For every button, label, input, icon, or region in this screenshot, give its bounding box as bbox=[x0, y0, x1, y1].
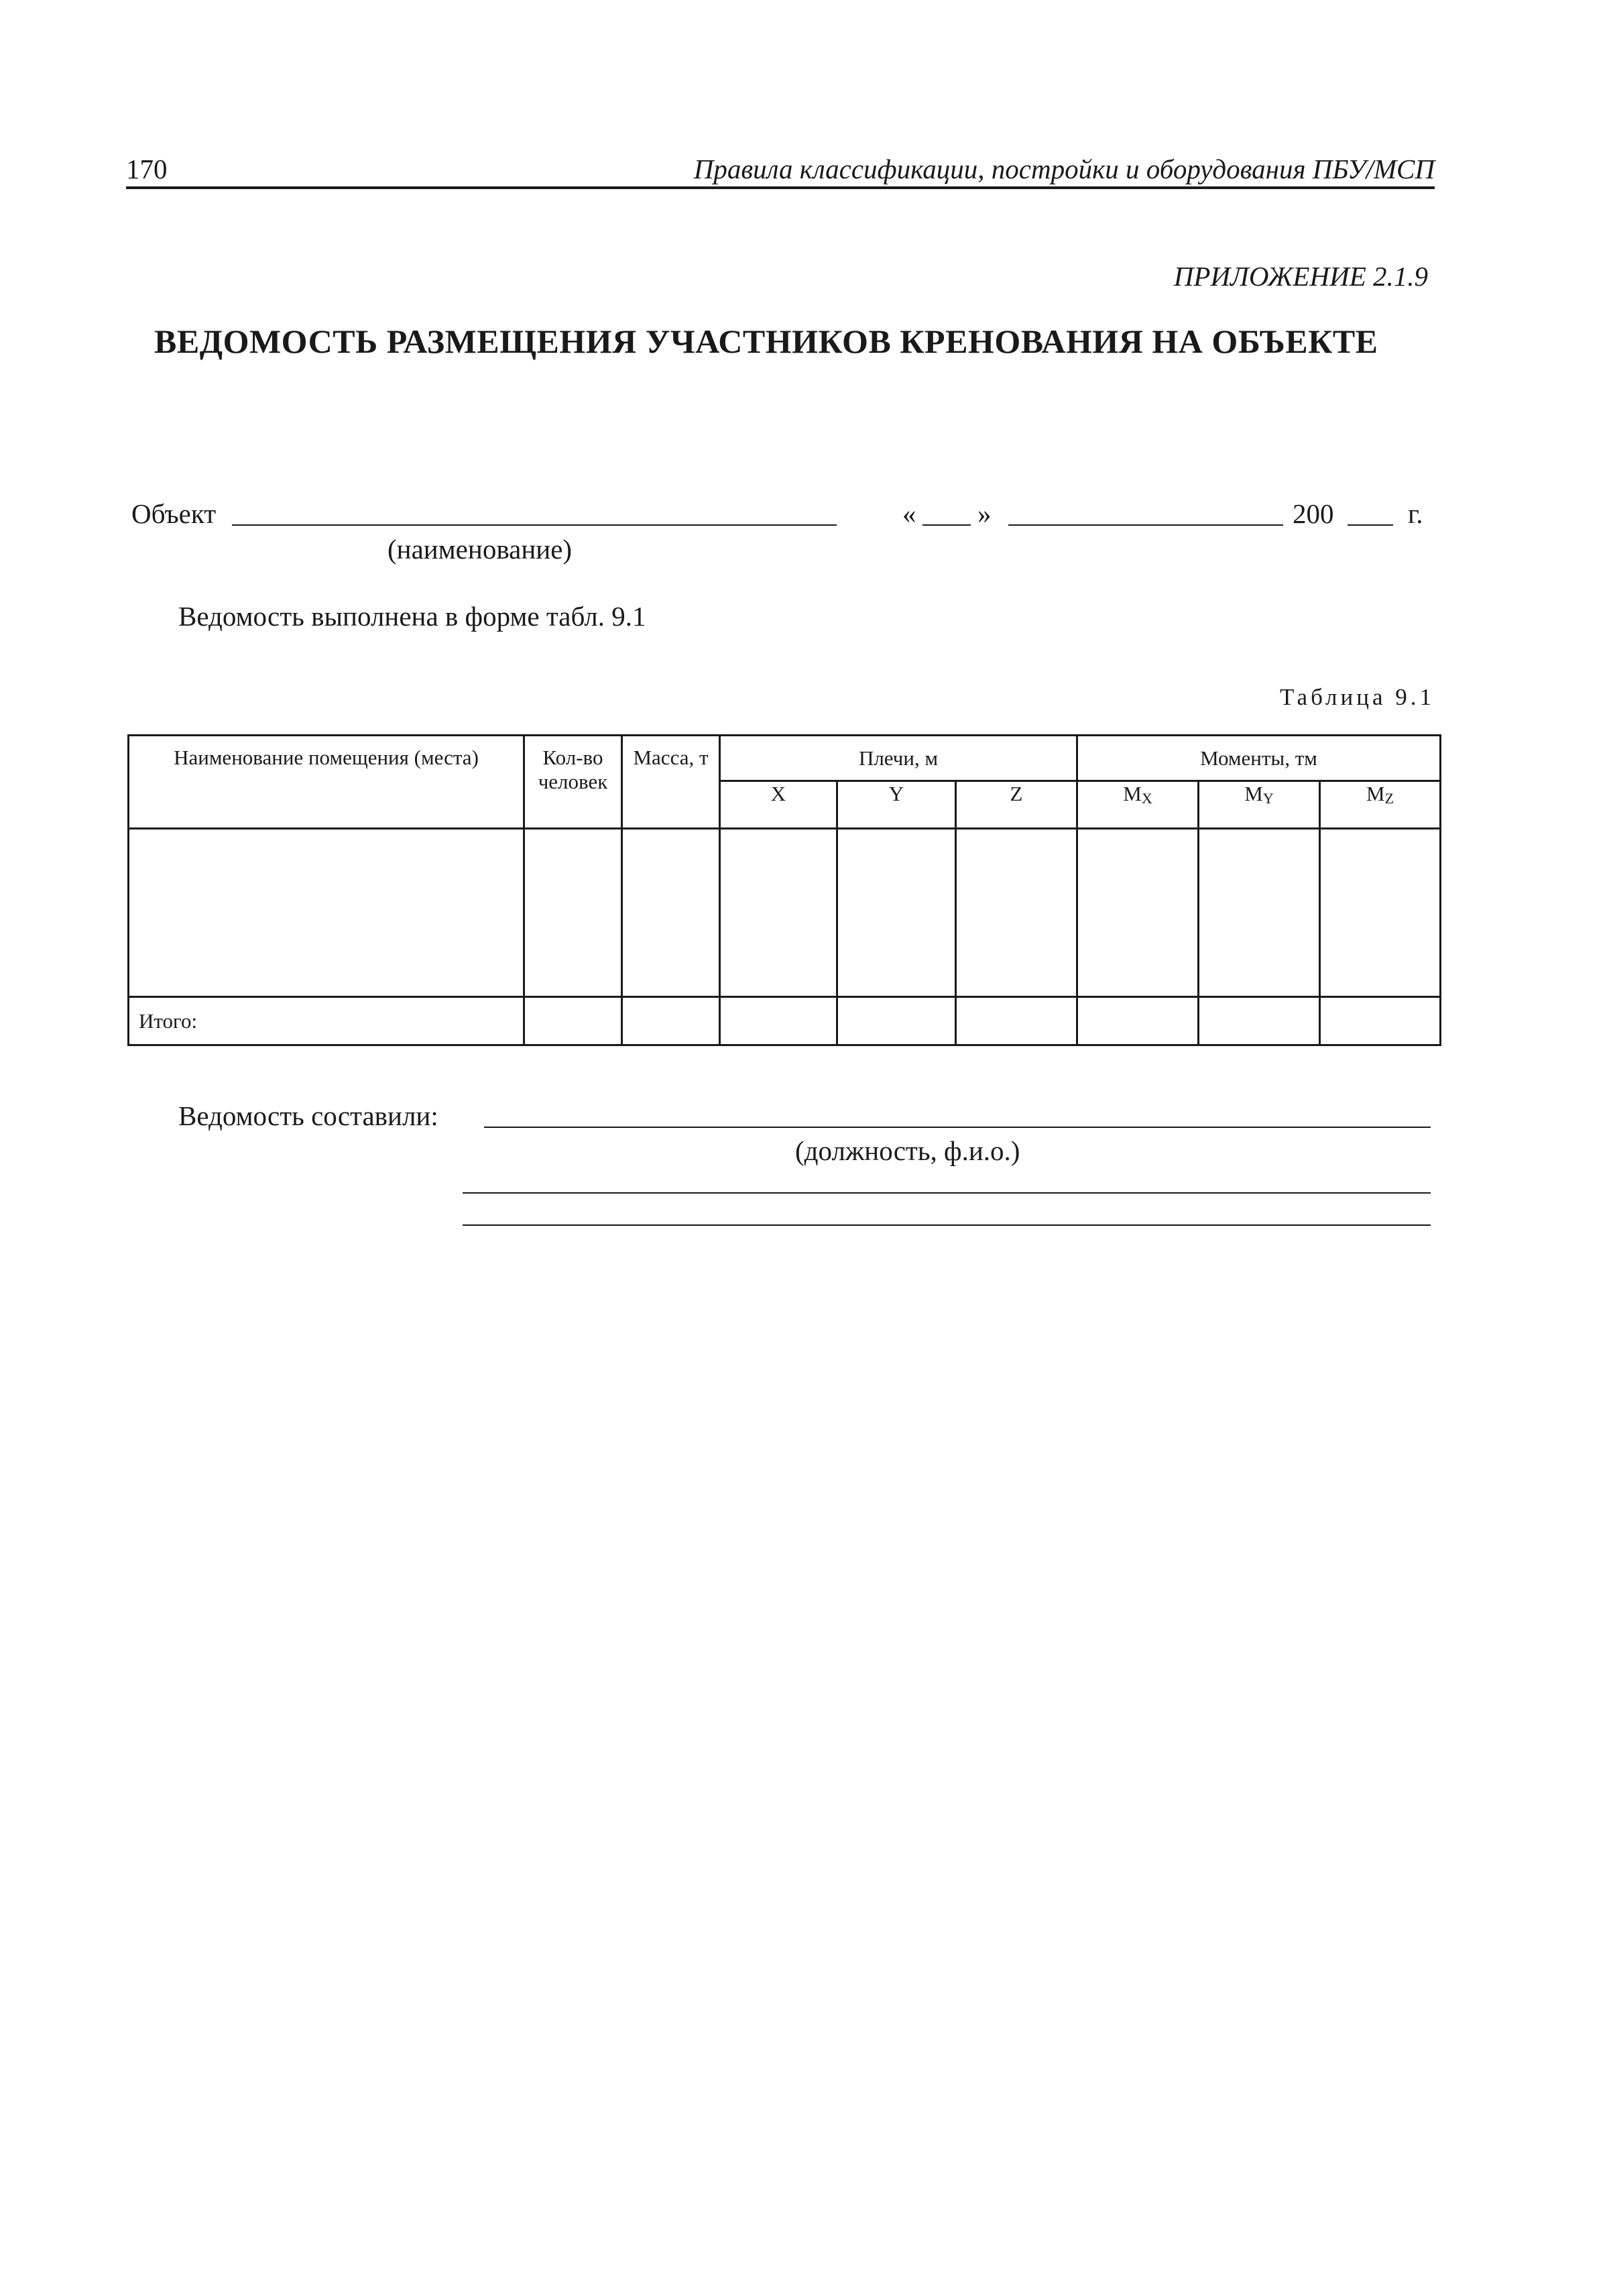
col-header-name: Наименование помещения (места) bbox=[129, 736, 524, 829]
col-header-mz bbox=[1320, 781, 1441, 829]
col-header-mx bbox=[1077, 781, 1199, 829]
page-number: 170 bbox=[126, 154, 168, 184]
body-cell-count bbox=[524, 829, 622, 997]
body-cell-name bbox=[129, 829, 524, 997]
table-row bbox=[129, 829, 1441, 997]
date-month-blank bbox=[1008, 524, 1283, 526]
total-cell-mx bbox=[1077, 997, 1199, 1045]
signature-blank-1 bbox=[484, 1127, 1431, 1128]
mz-subscript: Z bbox=[1384, 790, 1394, 807]
signature-blank-2 bbox=[463, 1192, 1431, 1194]
total-label: Итого: bbox=[129, 997, 524, 1045]
total-cell-mz bbox=[1320, 997, 1441, 1045]
my-symbol: M bbox=[1244, 782, 1263, 805]
running-header bbox=[126, 146, 1435, 189]
body-cell-y bbox=[837, 829, 956, 997]
col-header-count: Кол-во человек bbox=[524, 736, 622, 829]
total-cell-my bbox=[1199, 997, 1320, 1045]
body-cell-mass bbox=[622, 829, 720, 997]
running-title: Правила классификации, постройки и оборудования ПБУ/МСП bbox=[693, 154, 1435, 184]
col-group-moments: Моменты, тм bbox=[1077, 736, 1441, 781]
date-quote-open: « bbox=[902, 498, 916, 529]
col-header-x: X bbox=[720, 781, 837, 829]
object-label: Объект bbox=[131, 498, 217, 529]
mx-symbol: M bbox=[1123, 782, 1142, 805]
body-cell-x bbox=[720, 829, 837, 997]
signature-caption: (должность, ф.и.о.) bbox=[795, 1135, 1020, 1166]
date-year-suffix: г. bbox=[1408, 498, 1423, 529]
date-year-prefix: 200 bbox=[1293, 498, 1334, 529]
body-cell-z bbox=[956, 829, 1077, 997]
total-cell-count bbox=[524, 997, 622, 1045]
signature-blank-3 bbox=[463, 1224, 1431, 1226]
body-cell-mx bbox=[1077, 829, 1199, 997]
table-caption: Таблица 9.1 bbox=[1280, 684, 1435, 710]
col-group-arms: Плечи, м bbox=[720, 736, 1077, 781]
body-cell-mz bbox=[1320, 829, 1441, 997]
mx-subscript: X bbox=[1141, 790, 1152, 807]
total-cell-z bbox=[956, 997, 1077, 1045]
total-cell-mass bbox=[622, 997, 720, 1045]
placement-table bbox=[127, 734, 1441, 1046]
appendix-label: ПРИЛОЖЕНИЕ 2.1.9 bbox=[1173, 261, 1428, 292]
body-cell-my bbox=[1199, 829, 1320, 997]
col-header-mass: Масса, т bbox=[622, 736, 720, 829]
col-header-z: Z bbox=[956, 781, 1077, 829]
total-cell-x bbox=[720, 997, 837, 1045]
signature-label: Ведомость составили: bbox=[178, 1100, 438, 1131]
object-name-blank bbox=[232, 524, 837, 526]
col-header-my bbox=[1199, 781, 1320, 829]
date-quote-close: » bbox=[977, 498, 992, 529]
mz-symbol: M bbox=[1366, 782, 1385, 805]
statement-note: Ведомость выполнена в форме табл. 9.1 bbox=[178, 601, 646, 632]
my-subscript: Y bbox=[1262, 790, 1274, 807]
date-day-blank bbox=[922, 524, 971, 526]
total-row bbox=[129, 997, 1441, 1045]
date-year-blank bbox=[1348, 524, 1393, 526]
col-header-y: Y bbox=[837, 781, 956, 829]
object-name-caption: (наименование) bbox=[388, 534, 573, 565]
document-title: ВЕДОМОСТЬ РАЗМЕЩЕНИЯ УЧАСТНИКОВ КРЕНОВАНИЯ НА ОБЪЕКТЕ bbox=[154, 323, 1378, 360]
total-cell-y bbox=[837, 997, 956, 1045]
